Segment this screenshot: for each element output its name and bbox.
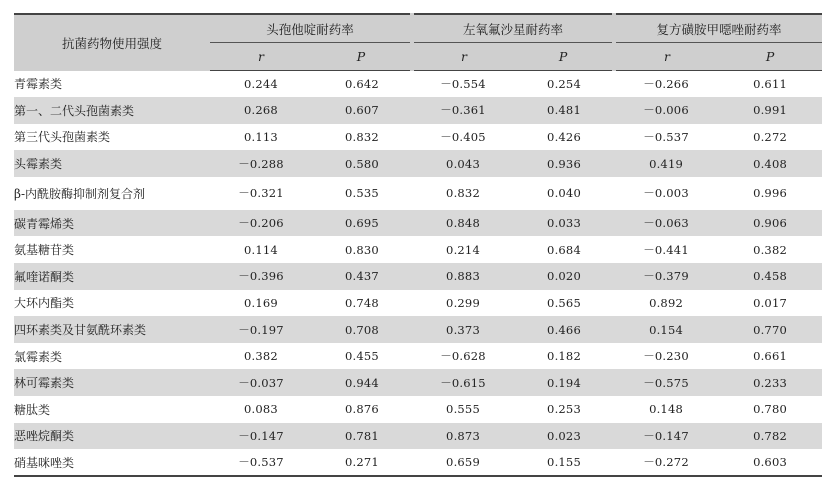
p-value-cell: 0.611 [753, 77, 787, 92]
table-row [14, 423, 822, 450]
sub-header-r: r [210, 43, 312, 71]
r-value-cell: －0.615 [412, 369, 514, 396]
table-row [14, 177, 822, 210]
r-value-cell: 0.114 [244, 242, 278, 257]
r-value-cell: 0.043 [412, 150, 514, 177]
r-value-cell: －0.537 [210, 449, 312, 476]
row-label: 头霉素类 [14, 150, 210, 177]
table-row [14, 97, 822, 124]
table-row [14, 369, 822, 396]
r-value-cell: －0.006 [614, 97, 718, 124]
table-row [14, 263, 822, 290]
p-value-cell: 0.695 [312, 210, 412, 237]
row-label: 第一、二代头孢菌素类 [14, 97, 210, 124]
table-row [14, 236, 822, 263]
sub-header-r: r [412, 43, 514, 71]
r-value-cell: －0.554 [440, 77, 486, 92]
p-value-cell: 0.906 [718, 210, 822, 237]
p-value-cell: 0.455 [345, 349, 379, 364]
table-row [14, 210, 822, 237]
r-value-cell: 0.148 [649, 402, 683, 417]
p-value-cell: 0.580 [312, 150, 412, 177]
r-value-cell: －0.003 [643, 186, 689, 201]
p-value-cell: 0.155 [514, 449, 614, 476]
r-value-cell: －0.230 [643, 349, 689, 364]
table-row [14, 71, 822, 98]
r-value-cell: 0.244 [244, 77, 278, 92]
correlation-table [14, 13, 822, 477]
r-value-cell: －0.266 [643, 77, 689, 92]
row-label: 大环内酯类 [14, 296, 75, 311]
p-value-cell: 0.708 [312, 316, 412, 343]
row-label: β-内酰胺酶抑制剂复合剂 [14, 186, 145, 201]
p-value-cell: 0.996 [753, 186, 787, 201]
p-value-cell: 0.603 [718, 449, 822, 476]
p-value-cell: 0.832 [345, 129, 379, 144]
r-value-cell: －0.147 [614, 423, 718, 450]
p-value-cell: 0.194 [514, 369, 614, 396]
sub-header-p: P [718, 43, 822, 71]
group-header-ceftazidime: 头孢他啶耐药率 [210, 14, 412, 43]
p-value-cell: 0.782 [718, 423, 822, 450]
row-label: 氟喹诺酮类 [14, 263, 210, 290]
r-value-cell: 0.373 [412, 316, 514, 343]
p-value-cell: 0.780 [753, 402, 787, 417]
r-value-cell: 0.083 [244, 402, 278, 417]
r-value-cell: －0.037 [210, 369, 312, 396]
table-row [14, 396, 822, 423]
r-value-cell: 0.382 [244, 349, 278, 364]
p-value-cell: 0.382 [753, 242, 787, 257]
p-value-cell: 0.944 [312, 369, 412, 396]
p-value-cell: 0.426 [547, 129, 581, 144]
p-value-cell: 0.253 [547, 402, 581, 417]
row-label: 恶唑烷酮类 [14, 423, 210, 450]
p-value-cell: 0.023 [514, 423, 614, 450]
p-value-cell: 0.271 [312, 449, 412, 476]
r-value-cell: 0.169 [244, 295, 278, 310]
r-value-cell: 0.419 [614, 150, 718, 177]
table-row [14, 150, 822, 177]
r-value-cell: 0.873 [412, 423, 514, 450]
r-value-cell: 0.154 [614, 316, 718, 343]
row-label: 林可霉素类 [14, 369, 210, 396]
r-value-cell: 0.214 [446, 242, 480, 257]
r-value-cell: 0.883 [412, 263, 514, 290]
r-value-cell: －0.405 [440, 129, 486, 144]
p-value-cell: 0.830 [345, 242, 379, 257]
sub-header-r: r [614, 43, 718, 71]
p-value-cell: 0.466 [514, 316, 614, 343]
r-value-cell: 0.268 [210, 97, 312, 124]
table-row [14, 290, 822, 317]
p-value-cell: 0.233 [718, 369, 822, 396]
r-value-cell: 0.659 [412, 449, 514, 476]
sub-header-p: P [312, 43, 412, 71]
p-value-cell: 0.565 [547, 295, 581, 310]
row-label: 碳青霉烯类 [14, 210, 210, 237]
p-value-cell: 0.020 [514, 263, 614, 290]
p-value-cell: 0.748 [345, 295, 379, 310]
row-label: 糖肽类 [14, 402, 51, 417]
row-label: 青霉素类 [14, 77, 63, 92]
r-value-cell: －0.575 [614, 369, 718, 396]
table-row [14, 124, 822, 151]
row-label: 氨基糖苷类 [14, 243, 75, 258]
r-value-cell: －0.379 [614, 263, 718, 290]
r-value-cell: －0.206 [210, 210, 312, 237]
row-label: 四环素类及甘氨酰环素类 [14, 316, 210, 343]
r-value-cell: 0.892 [649, 295, 683, 310]
r-value-cell: －0.628 [440, 349, 486, 364]
r-value-cell: －0.197 [210, 316, 312, 343]
p-value-cell: 0.642 [345, 77, 379, 92]
p-value-cell: 0.254 [547, 77, 581, 92]
r-value-cell: 0.299 [446, 295, 480, 310]
p-value-cell: 0.437 [312, 263, 412, 290]
p-value-cell: 0.661 [753, 349, 787, 364]
p-value-cell: 0.408 [718, 150, 822, 177]
r-value-cell: 0.832 [446, 186, 480, 201]
r-value-cell: 0.555 [446, 402, 480, 417]
p-value-cell: 0.272 [753, 129, 787, 144]
r-value-cell: －0.063 [614, 210, 718, 237]
p-value-cell: 0.481 [514, 97, 614, 124]
r-value-cell: 0.848 [412, 210, 514, 237]
r-value-cell: －0.441 [643, 242, 689, 257]
p-value-cell: 0.607 [312, 97, 412, 124]
group-header-smz: 复方磺胺甲噁唑耐药率 [614, 14, 822, 43]
r-value-cell: －0.396 [210, 263, 312, 290]
p-value-cell: 0.458 [718, 263, 822, 290]
row-label: 硝基咪唑类 [14, 449, 210, 476]
p-value-cell: 0.991 [718, 97, 822, 124]
r-value-cell: －0.361 [412, 97, 514, 124]
r-value-cell: －0.288 [210, 150, 312, 177]
row-label: 第三代头孢菌素类 [14, 130, 111, 145]
r-value-cell: －0.272 [614, 449, 718, 476]
sub-header-p: P [514, 43, 614, 71]
p-value-cell: 0.876 [345, 402, 379, 417]
group-header-levofloxacin: 左氧氟沙星耐药率 [412, 14, 614, 43]
p-value-cell: 0.017 [753, 295, 787, 310]
p-value-cell: 0.781 [312, 423, 412, 450]
p-value-cell: 0.770 [718, 316, 822, 343]
table-body [14, 71, 822, 476]
r-value-cell: 0.113 [244, 129, 278, 144]
p-value-cell: 0.535 [345, 186, 379, 201]
row-label: 氯霉素类 [14, 349, 63, 364]
p-value-cell: 0.182 [547, 349, 581, 364]
table-row [14, 343, 822, 370]
r-value-cell: －0.537 [643, 129, 689, 144]
table-row [14, 449, 822, 476]
p-value-cell: 0.936 [514, 150, 614, 177]
p-value-cell: 0.684 [547, 242, 581, 257]
r-value-cell: －0.321 [238, 186, 284, 201]
p-value-cell: 0.040 [547, 186, 581, 201]
table-row [14, 316, 822, 343]
r-value-cell: －0.147 [210, 423, 312, 450]
stub-header: 抗菌药物使用强度 [14, 14, 210, 71]
p-value-cell: 0.033 [514, 210, 614, 237]
